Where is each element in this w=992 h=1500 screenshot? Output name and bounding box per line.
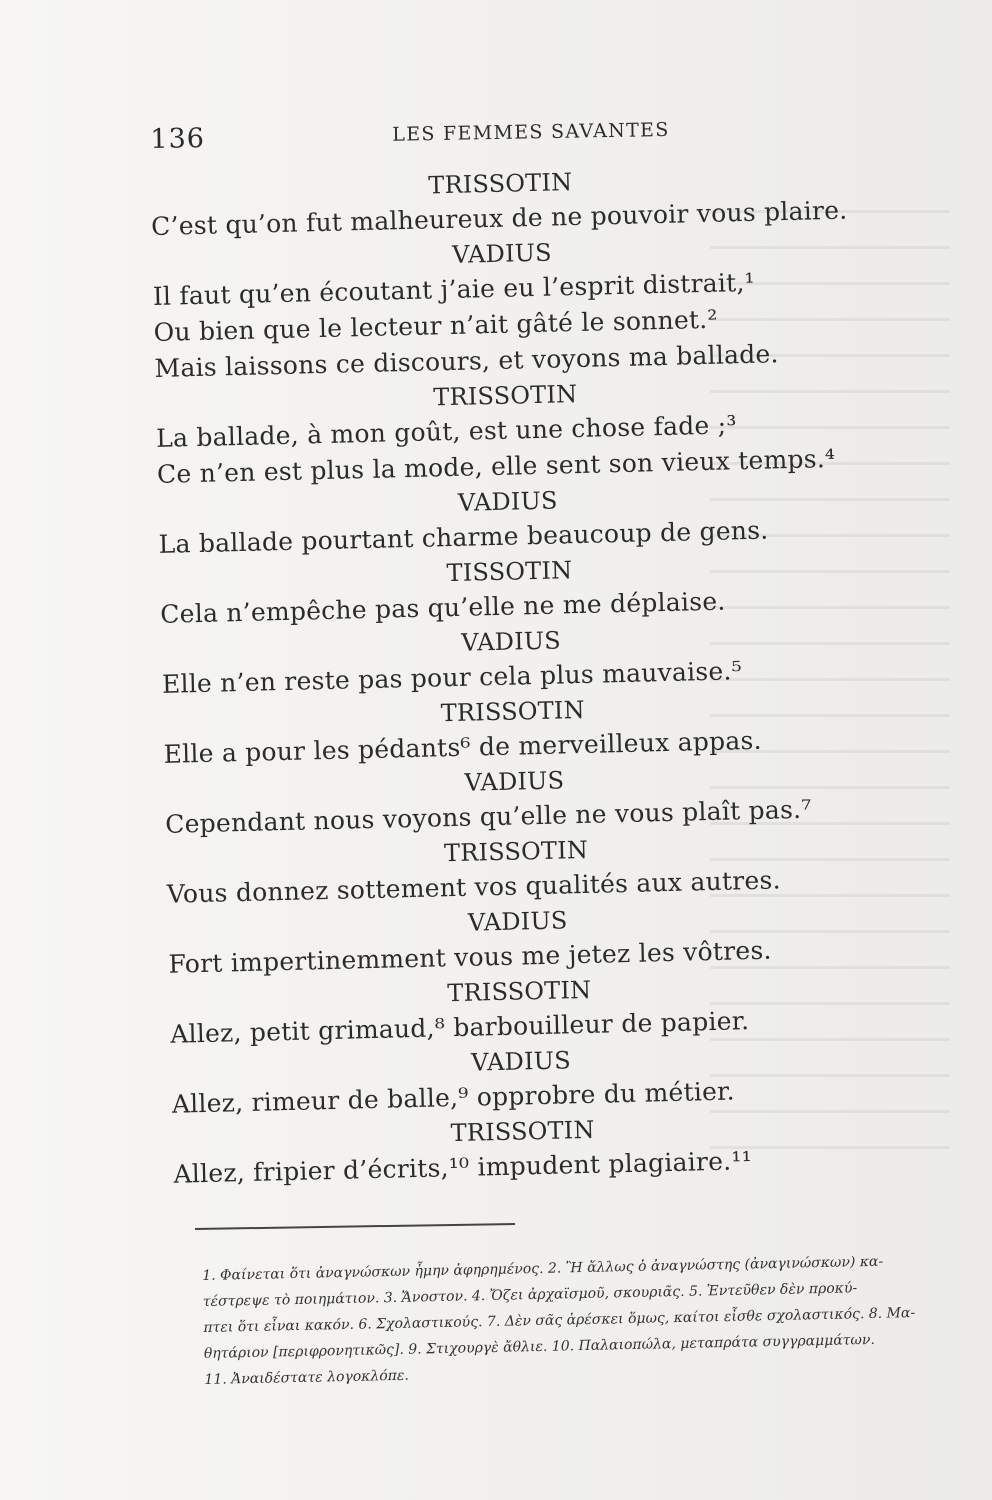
footnote-divider	[195, 1223, 515, 1230]
speaker-name: TRISSOTIN	[447, 975, 592, 1008]
verse-line: La ballade pourtant charme beaucoup de gens.	[158, 515, 769, 559]
footnote-line: 1. Φαίνεται ὅτι ἀναγνώσκων ἦμην ἀφηρημένος. 2. Ἢ ἄλλως ὁ ἀναγνώστης (ἀναγινώσκων) κα-	[202, 1253, 884, 1284]
speaker-name: VADIUS	[467, 906, 568, 937]
verse-line: Il faut qu’en écoutant j’aie eu l’esprit distrait,¹	[152, 267, 756, 311]
verse-line: Ou bien que le lecteur n’ait gâté le sonnet.²	[153, 304, 719, 347]
speaker-name: VADIUS	[464, 766, 565, 797]
speaker-name: TRISSOTIN	[432, 379, 578, 412]
speaker-name: VADIUS	[460, 626, 562, 657]
dialogue-text	[150, 159, 874, 1193]
verse-line: Allez, fripier d’écrits,¹⁰ impudent plagiaire.¹¹	[173, 1146, 753, 1189]
speaker-name: TISSOTIN	[446, 556, 573, 588]
speaker-name: VADIUS	[470, 1046, 572, 1077]
footnote-line: τέστρεψε τὸ ποιημάτιον. 3. Ἄνοστον. 4. Ὄζει ἀρχαϊσμοῦ, σκουριᾶς. 5. Ἐντεῦθεν δὲν προκύ-	[202, 1280, 858, 1310]
verse-line: Elle a pour les pédants⁶ de merveilleux appas.	[163, 725, 763, 769]
footnote-line: πτει ὅτι εἶναι κακόν. 6. Σχολαστικούς. 7. Δὲν σᾶς ἀρέσκει ὅμως, καίτοι εἶσθε σχολαστικός. 8. Μα-	[203, 1305, 916, 1336]
page-header	[150, 109, 671, 158]
verse-line: Ce n’en est plus la mode, elle sent son vieux temps.⁴	[156, 443, 836, 489]
footnotes	[202, 1247, 947, 1393]
verse-line: Cependant nous voyons qu’elle ne vous plaît pas.⁷	[164, 794, 812, 839]
speaker-name: VADIUS	[451, 238, 553, 269]
running-head: LES FEMMES SAVANTES	[392, 118, 670, 146]
verse-line: C’est qu’on fut malheureux de ne pouvoir vous plaire.	[150, 195, 848, 241]
verse-line: Mais laissons ce discours, et voyons ma ballade.	[154, 339, 780, 383]
footnote-line: θητάριον [περιφρονητικῶς]. 9. Στιχουργὲ ἄθλιε. 10. Παλαιοπώλα, μεταπράτα συγγραμμάτων.	[203, 1331, 876, 1362]
page-number: 136	[150, 123, 206, 155]
verse-line: Cela n’empêche pas qu’elle ne me déplaise.	[160, 586, 726, 629]
footnote-line: 11. Ἀναιδέστατε λογοκλόπε.	[204, 1367, 410, 1388]
verse-line: Elle n’en reste pas pour cela plus mauvaise.⁵	[161, 656, 743, 699]
speaker-name: TRISSOTIN	[440, 695, 586, 728]
speaker-name: TRISSOTIN	[443, 835, 589, 868]
verse-line: La ballade, à mon goût, est une chose fade ;³	[155, 410, 737, 453]
speaker-name: TRISSOTIN	[450, 1115, 595, 1148]
verse-line: Allez, rimeur de balle,⁹ opprobre du métier.	[171, 1076, 736, 1119]
verse-line: Fort impertinemment vous me jetez les vôtres.	[168, 935, 773, 979]
verse-line: Allez, petit grimaud,⁸ barbouilleur de papier.	[169, 1006, 750, 1049]
verse-line: Vous donnez sottement vos qualités aux autres.	[166, 865, 782, 909]
speaker-name: TRISSOTIN	[427, 168, 573, 200]
speaker-name: VADIUS	[457, 486, 558, 517]
